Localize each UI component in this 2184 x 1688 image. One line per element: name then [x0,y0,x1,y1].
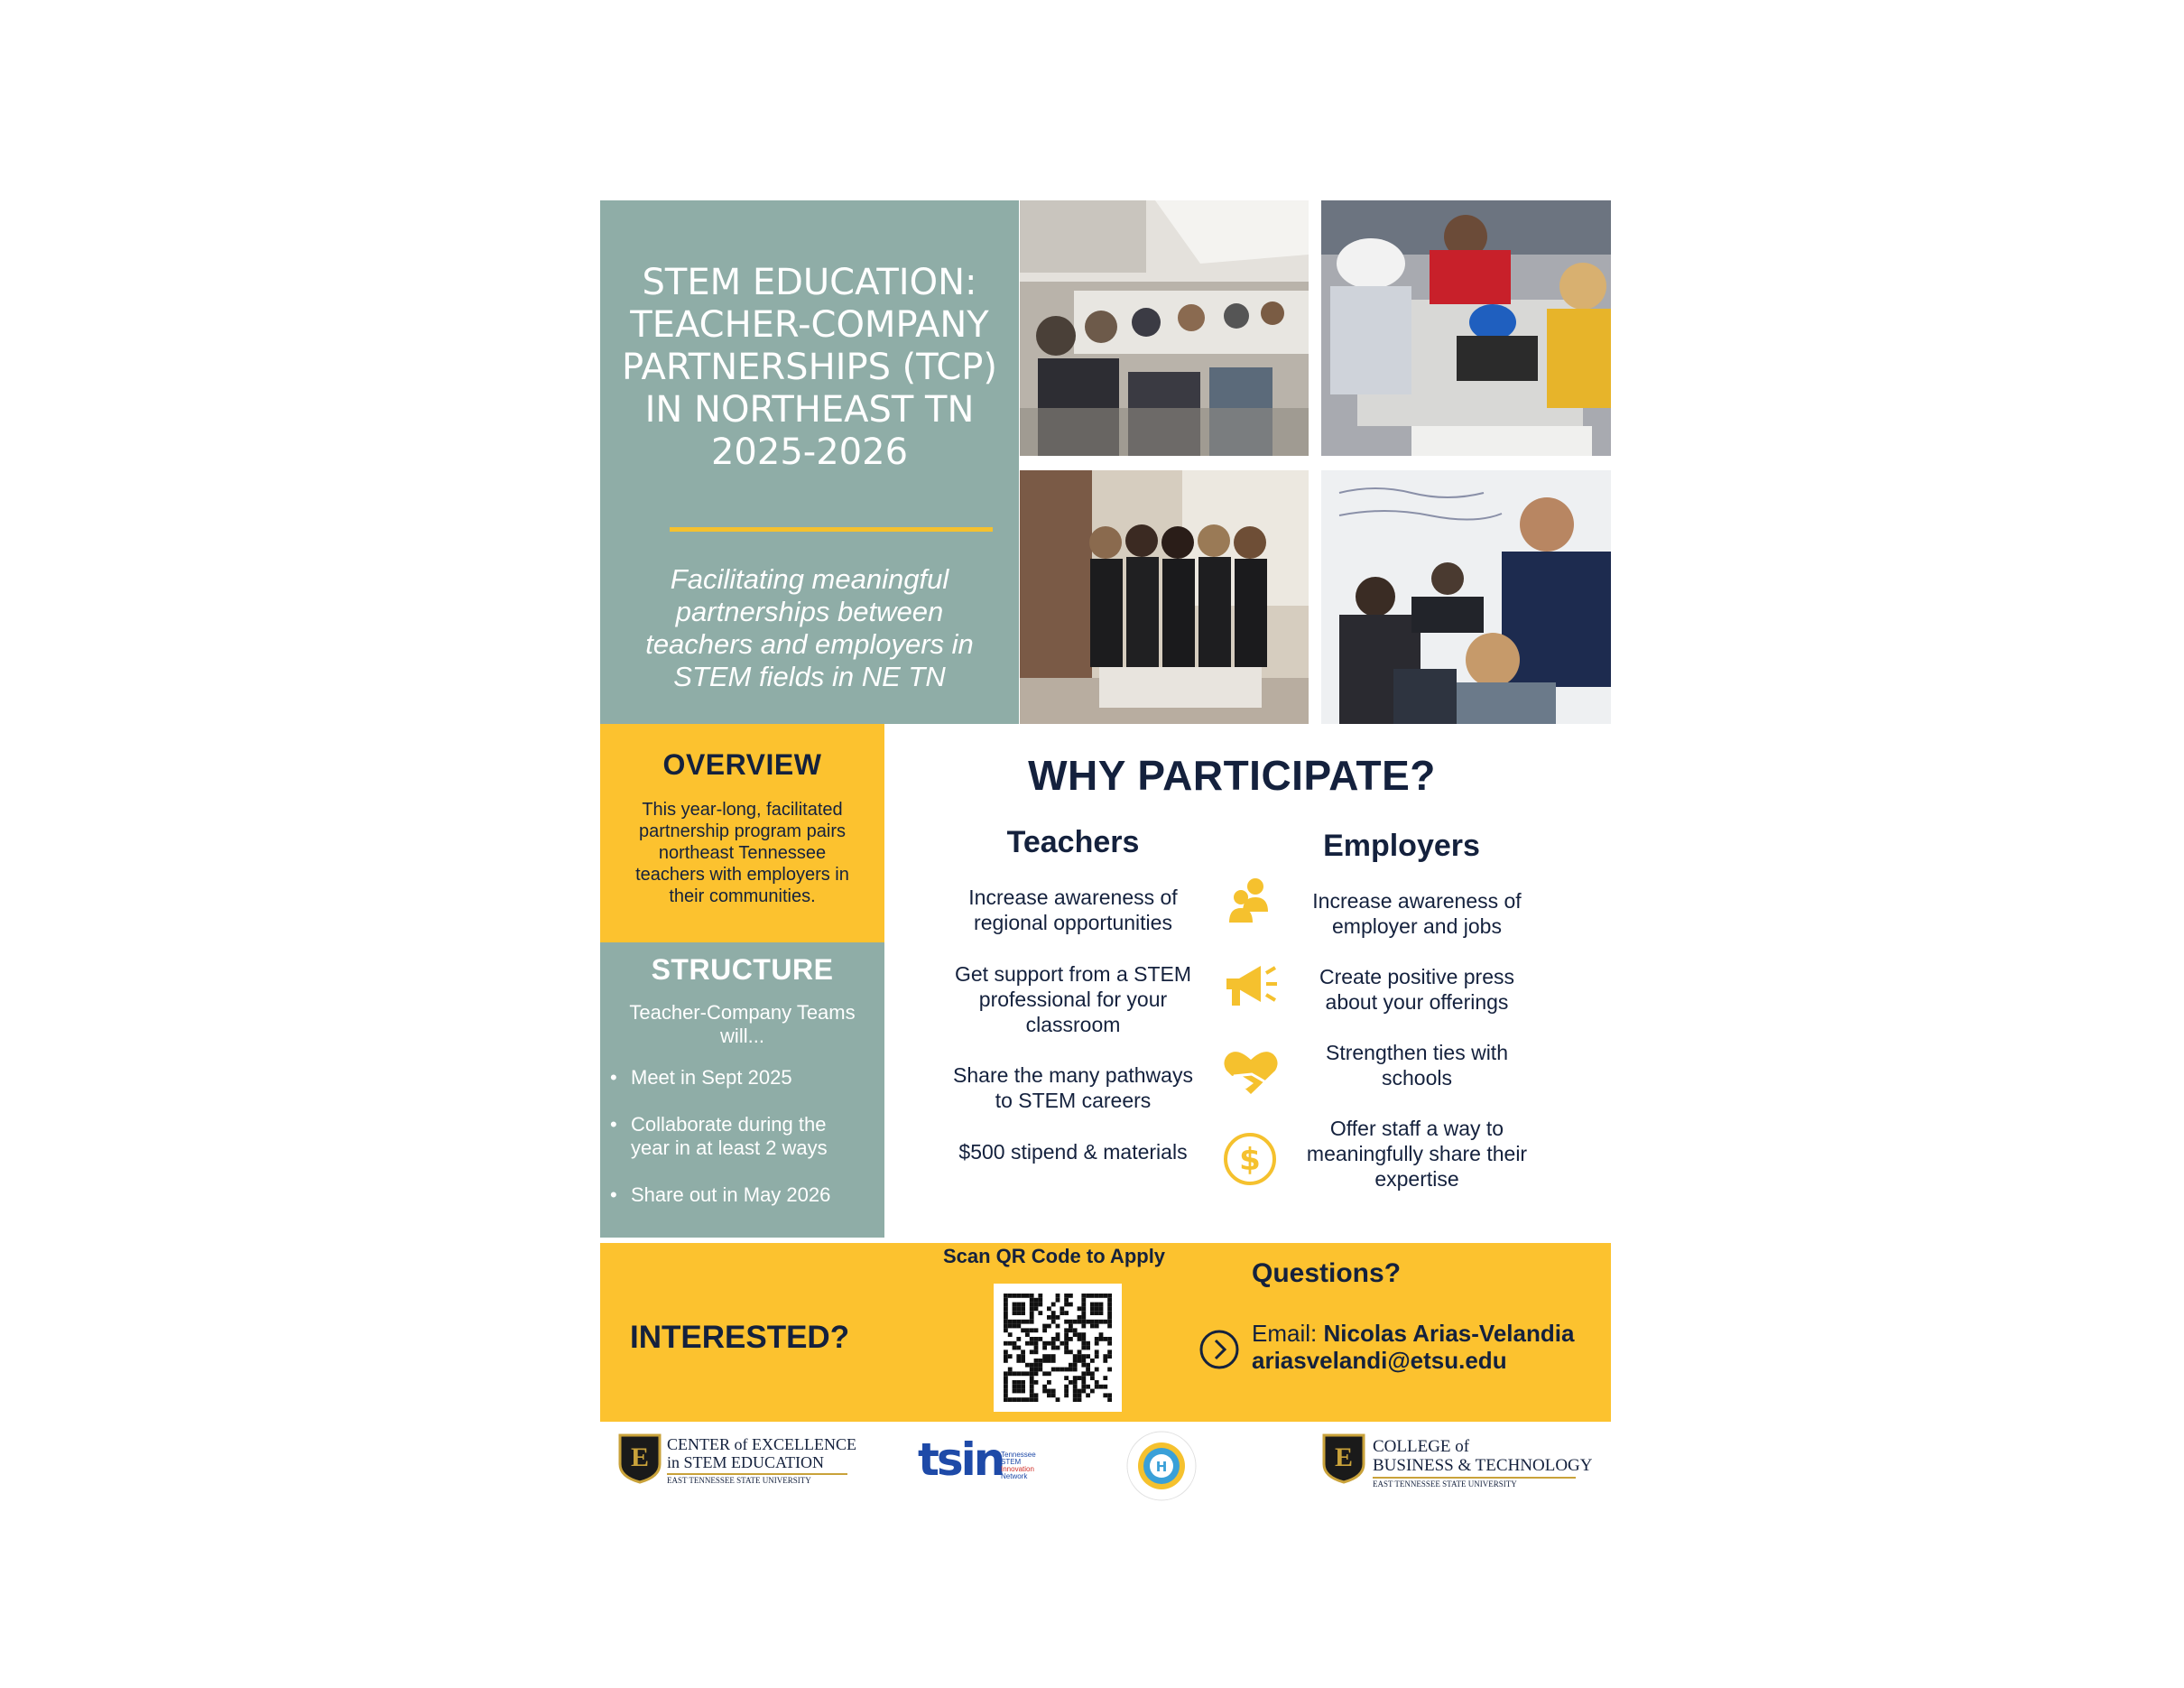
benefit-line: $500 stipend & materials [958,1140,1188,1164]
employer-benefit [1268,1040,1566,1090]
benefit-line: Offer staff a way to [1329,1117,1504,1140]
overview-panel [600,724,884,942]
megaphone-icon [1221,960,1279,1011]
qr-code[interactable] [994,1284,1122,1412]
svg-text:H: H [1155,1459,1168,1475]
overview-line: their communities. [669,886,816,906]
logo-line: Network [1001,1472,1028,1480]
benefit-line: Create positive press [1319,965,1515,988]
subtitle-line: STEM fields in NE TN [673,661,946,692]
title-line: STEM EDUCATION: [642,262,977,303]
benefit-line: Get support from a STEM [954,962,1192,986]
structure-lead-line: will... [720,1025,764,1047]
teacher-benefit [898,961,1248,1037]
structure-lead-line: Teacher-Company Teams [629,1001,856,1024]
logo-line: STEM [1001,1458,1022,1466]
handshake-heart-icon [1221,1047,1281,1098]
email-label: Email: [1252,1320,1318,1347]
title-divider [670,527,993,532]
scan-qr-label: Scan QR Code to Apply [942,1245,1166,1267]
teachers-heading: Teachers [1006,825,1140,859]
overview-line: teachers with employers in [635,865,849,885]
structure-lead [600,1001,884,1048]
benefit-line: about your offerings [1325,990,1509,1014]
qr-code-image [994,1284,1122,1412]
logo-line: EAST TENNESSEE STATE UNIVERSITY [667,1476,811,1485]
structure-panel [600,942,884,1238]
overview-line: northeast Tennessee [658,843,827,863]
logo-line: COLLEGE of [1373,1437,1470,1456]
benefit-line: Increase awareness of [968,886,1178,909]
flyer-subtitle [609,563,1010,693]
overview-heading: OVERVIEW [662,748,822,781]
structure-item-line: • Collaborate during the [631,1113,827,1136]
logo-line: CENTER of EXCELLENCE [667,1435,856,1453]
questions-heading: Questions? [1252,1258,1402,1288]
interested-heading: INTERESTED? [630,1320,850,1355]
etsu-stem-center-logo [618,1433,871,1497]
svg-text:$: $ [1239,1142,1261,1178]
teacher-benefit [898,1139,1248,1164]
title-line: 2025-2026 [710,431,909,473]
subtitle-line: Facilitating meaningful [670,563,949,595]
benefit-line: Increase awareness of [1312,889,1522,913]
structure-heading: STRUCTURE [651,953,834,986]
etsu-shield-icon [1322,1433,1365,1484]
employers-heading: Employers [1323,829,1480,863]
photo-mentor-students [1321,470,1611,724]
flyer-title [609,262,1010,474]
svg-text:E: E [1334,1442,1354,1472]
employer-benefit [1268,1116,1566,1192]
benefit-line: schools [1382,1066,1452,1090]
structure-list [600,1066,884,1207]
benefit-line: meaningfully share their [1306,1142,1528,1165]
benefit-line: professional for your [978,988,1168,1011]
employer-benefit [1268,888,1566,939]
title-panel [600,200,1019,724]
svg-text:E: E [630,1442,650,1472]
benefit-line: classroom [1025,1013,1121,1036]
overview-body [609,799,875,907]
why-participate-heading: WHY PARTICIPATE? [1028,752,1436,799]
hub-seal-icon [1125,1430,1198,1502]
flyer [600,200,1611,1504]
contact-info [1252,1320,1574,1374]
structure-item-line: year in at least 2 ways [631,1136,828,1159]
etsu-shield-icon [618,1433,662,1484]
stem-hub-logo [1125,1430,1198,1502]
photo-students-hardhat [1321,200,1611,456]
benefit-line: regional opportunities [974,911,1172,934]
overview-line: partnership program pairs [639,821,846,841]
benefit-line: Strengthen ties with [1325,1041,1508,1064]
benefit-line: employer and jobs [1332,914,1502,938]
contact-email-link[interactable]: ariasvelandi@etsu.edu [1252,1347,1507,1374]
photo-classroom-workshop [1020,200,1309,456]
college-text [1373,1437,1593,1489]
teacher-benefit [898,885,1248,935]
tsin-logo [918,1433,1053,1489]
title-line: IN NORTHEAST TN [644,389,975,431]
structure-item [631,1183,884,1207]
dollar-icon [1223,1132,1277,1186]
overview-line: This year-long, facilitated [642,800,843,820]
structure-item-line: • Meet in Sept 2025 [631,1066,792,1089]
benefit-line: to STEM careers [995,1089,1152,1112]
subtitle-line: partnerships between [675,596,944,627]
benefit-line: expertise [1374,1167,1459,1191]
logo-line: Tennessee [1001,1451,1036,1459]
logo-line: EAST TENNESSEE STATE UNIVERSITY [1373,1479,1517,1489]
stem-center-text [667,1435,856,1486]
benefit-line: Share the many pathways [953,1063,1193,1087]
tsin-subtitle [1001,1451,1036,1480]
logo-line: Innovation [1001,1465,1034,1473]
employer-benefit [1268,964,1566,1015]
tsin-wordmark: tsin [918,1433,1004,1486]
structure-item-line: • Share out in May 2026 [631,1183,831,1206]
structure-item [631,1113,884,1160]
structure-item [631,1066,884,1090]
logo-line: in STEM EDUCATION [667,1453,824,1471]
people-icon [1225,876,1275,926]
logo-line: BUSINESS & TECHNOLOGY [1373,1456,1593,1475]
title-line: PARTNERSHIPS (TCP) [621,347,998,388]
etsu-college-logo [1322,1433,1602,1497]
title-line: TEACHER-COMPANY [630,304,989,346]
photo-student-group [1020,470,1309,724]
contact-name: Nicolas Arias-Velandia [1323,1320,1575,1347]
subtitle-line: teachers and employers in [645,628,974,660]
chevron-right-circle-icon [1198,1329,1240,1370]
teacher-benefit [898,1062,1248,1113]
